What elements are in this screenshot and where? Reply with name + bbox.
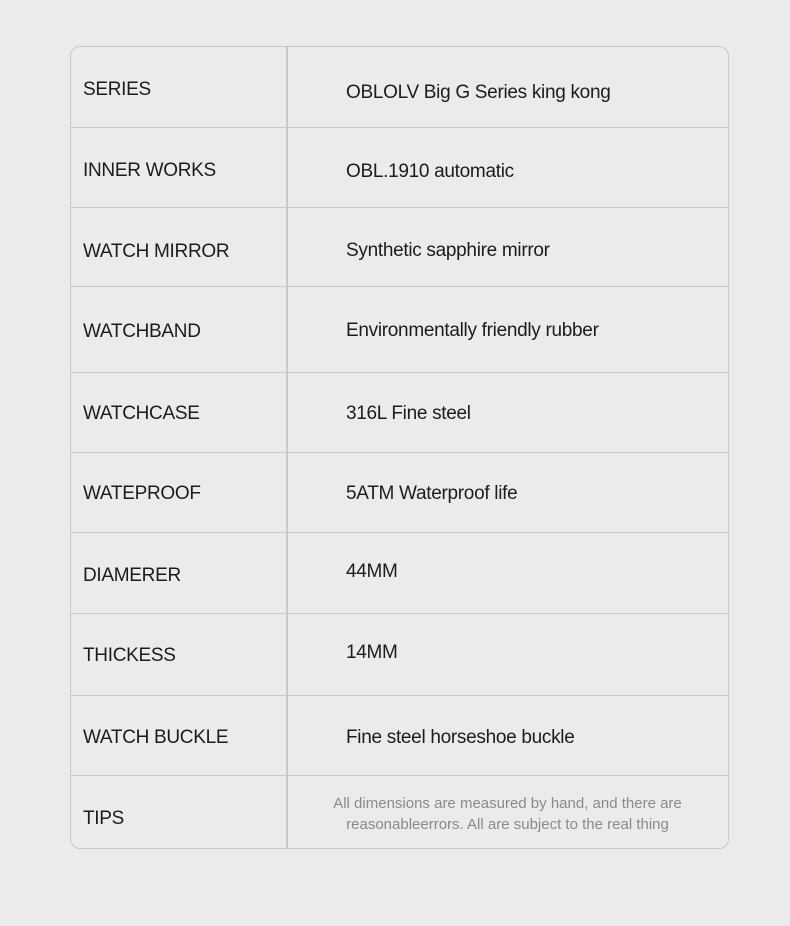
spec-row-watchcase — [71, 373, 728, 453]
spec-row-watch-mirror — [71, 208, 728, 287]
spec-label: WATEPROOF — [83, 483, 201, 504]
spec-label: WATCHBAND — [83, 321, 201, 342]
spec-value: Fine steel horseshoe buckle — [346, 727, 575, 748]
spec-label: DIAMERER — [83, 565, 181, 586]
spec-value: Synthetic sapphire mirror — [346, 240, 550, 261]
column-divider — [286, 47, 288, 127]
spec-label: TIPS — [83, 808, 125, 829]
spec-value: 44MM — [346, 561, 398, 582]
spec-value: 5ATM Waterproof life — [346, 483, 518, 504]
spec-value: OBL.1910 automatic — [346, 161, 514, 182]
column-divider — [286, 614, 288, 695]
spec-row-watch-buckle — [71, 696, 728, 776]
tips-note — [287, 793, 728, 835]
spec-row-tips — [71, 776, 728, 849]
spec-label: WATCH BUCKLE — [83, 727, 229, 748]
column-divider — [286, 696, 288, 775]
column-divider — [286, 128, 288, 207]
spec-row-watchband — [71, 287, 728, 373]
tips-line: reasonableerrors. All are subject to the real thing — [346, 816, 669, 833]
spec-row-waterproof — [71, 453, 728, 533]
column-divider — [286, 533, 288, 613]
spec-label: INNER WORKS — [83, 160, 216, 181]
spec-label: WATCH MIRROR — [83, 241, 230, 262]
column-divider — [286, 208, 288, 286]
spec-value: 316L Fine steel — [346, 403, 471, 424]
spec-value: 14MM — [346, 642, 398, 663]
spec-row-diameter — [71, 533, 728, 614]
spec-value: OBLOLV Big G Series king kong — [346, 82, 611, 103]
column-divider — [286, 453, 288, 532]
spec-label: SERIES — [83, 79, 151, 100]
spec-row-series — [71, 47, 728, 128]
spec-label: THICKESS — [83, 645, 176, 666]
spec-table — [70, 46, 729, 849]
column-divider — [286, 287, 288, 372]
spec-row-thickness — [71, 614, 728, 696]
spec-value: Environmentally friendly rubber — [346, 320, 599, 341]
tips-line: All dimensions are measured by hand, and there are — [333, 795, 682, 812]
spec-label: WATCHCASE — [83, 403, 200, 424]
spec-row-inner-works — [71, 128, 728, 208]
column-divider — [286, 373, 288, 452]
